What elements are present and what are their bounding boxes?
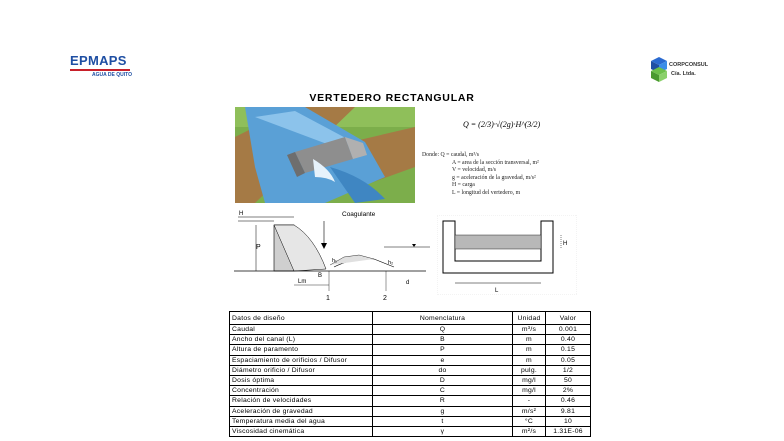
cell-datos: Altura de paramento — [230, 345, 373, 355]
cell-datos: Viscosidad cinemática — [230, 426, 373, 436]
cell-nomenclatura: C — [373, 386, 513, 396]
weir-cross-section-diagram — [437, 215, 577, 295]
cell-valor: 0.40 — [546, 335, 591, 345]
cell-datos: Dosis óptima — [230, 375, 373, 385]
cell-valor: 1.31E-06 — [546, 426, 591, 436]
cell-nomenclatura: γ — [373, 426, 513, 436]
cell-nomenclatura: g — [373, 406, 513, 416]
epmaps-logo-text: EPMAPS — [70, 53, 127, 68]
legend-line: Donde: Q = caudal, m³/s — [422, 152, 480, 158]
weir-photo — [235, 107, 415, 203]
cell-datos: Ancho del canal (L) — [230, 335, 373, 345]
table-row — [230, 426, 591, 436]
cell-nomenclatura: B — [373, 335, 513, 345]
label-section-2: 2 — [383, 295, 387, 302]
corpconsul-suffix: Cía. Ltda. — [671, 71, 696, 77]
cell-valor: 0.05 — [546, 355, 591, 365]
label-d: d — [406, 280, 410, 286]
label-p: P — [256, 244, 261, 251]
table-row — [230, 416, 591, 426]
label-cross-h: H — [563, 241, 568, 247]
header-datos: Datos de diseño — [230, 312, 373, 325]
table-row — [230, 325, 591, 335]
cell-datos: Temperatura media del agua — [230, 416, 373, 426]
weir-side-diagram — [234, 207, 430, 303]
corpconsul-cube-icon — [649, 55, 669, 83]
label-section-1: 1 — [326, 295, 330, 302]
cell-valor: 1/2 — [546, 365, 591, 375]
header-nomenclatura: Nomenclatura — [373, 312, 513, 325]
cell-unidad: mg/l — [513, 386, 546, 396]
weir-formula: Q = (2/3)·√(2g)·H^(3/2) — [463, 120, 541, 129]
page-title: VERTEDERO RECTANGULAR — [309, 92, 475, 104]
cell-unidad: m/s² — [513, 406, 546, 416]
label-h2: h₂ — [388, 260, 394, 266]
corpconsul-name: CORPCONSUL — [669, 62, 709, 68]
table-row — [230, 406, 591, 416]
cell-valor: 0.15 — [546, 345, 591, 355]
cell-unidad: m — [513, 345, 546, 355]
cell-datos: Caudal — [230, 325, 373, 335]
cell-nomenclatura: R — [373, 396, 513, 406]
cell-datos: Relación de velocidades — [230, 396, 373, 406]
cell-unidad: m³/s — [513, 325, 546, 335]
label-coagulant: Coagulante — [342, 211, 376, 218]
cell-unidad: mg/l — [513, 375, 546, 385]
cell-valor: 9.81 — [546, 406, 591, 416]
cell-datos: Espaciamiento de orificios / Difusor — [230, 355, 373, 365]
cell-unidad: pulg. — [513, 365, 546, 375]
design-data-table — [229, 311, 591, 437]
cell-datos: Aceleración de gravedad — [230, 406, 373, 416]
cell-valor: 0.46 — [546, 396, 591, 406]
cell-valor: 50 — [546, 375, 591, 385]
legend-line: H = carga — [452, 182, 475, 189]
legend-line: L = longitud del vertedero, m — [452, 189, 521, 196]
table-row — [230, 396, 591, 406]
legend-line: A = area de la sección transversal, m² — [452, 159, 539, 166]
epmaps-logo — [70, 54, 132, 78]
cell-valor: 2% — [546, 386, 591, 396]
cell-unidad: m²/s — [513, 426, 546, 436]
table-row — [230, 355, 591, 365]
cell-nomenclatura: do — [373, 365, 513, 375]
legend-line: V = velocidad, m/s — [452, 167, 497, 174]
table-row — [230, 335, 591, 345]
cell-unidad: m — [513, 335, 546, 345]
cell-datos: Diámetro orificio / Difusor — [230, 365, 373, 375]
table-row — [230, 365, 591, 375]
label-h: H — [239, 211, 244, 217]
cell-valor: 0.001 — [546, 325, 591, 335]
cell-nomenclatura: Q — [373, 325, 513, 335]
header-unidad: Unidad — [513, 312, 546, 325]
cell-valor: 10 — [546, 416, 591, 426]
table-header-row — [230, 312, 591, 325]
label-lm: Lm — [298, 279, 307, 285]
cell-nomenclatura: t — [373, 416, 513, 426]
cell-nomenclatura: P — [373, 345, 513, 355]
formula-legend — [422, 152, 539, 198]
epmaps-logo-bar — [70, 69, 130, 71]
legend-line: g = aceleración de la gravedad, m/s² — [452, 174, 536, 181]
header-valor: Valor — [546, 312, 591, 325]
label-cross-l: L — [495, 288, 499, 294]
epmaps-logo-tagline: AGUA DE QUITO — [91, 72, 132, 78]
cell-unidad: - — [513, 396, 546, 406]
corpconsul-logo — [649, 55, 719, 85]
table-row — [230, 386, 591, 396]
cell-unidad: °C — [513, 416, 546, 426]
cell-nomenclatura: D — [373, 375, 513, 385]
label-h1: h₁ — [332, 258, 337, 264]
table-row — [230, 375, 591, 385]
table-row — [230, 345, 591, 355]
cell-unidad: m — [513, 355, 546, 365]
cell-nomenclatura: e — [373, 355, 513, 365]
label-b: B — [318, 273, 323, 279]
cell-datos: Concentración — [230, 386, 373, 396]
